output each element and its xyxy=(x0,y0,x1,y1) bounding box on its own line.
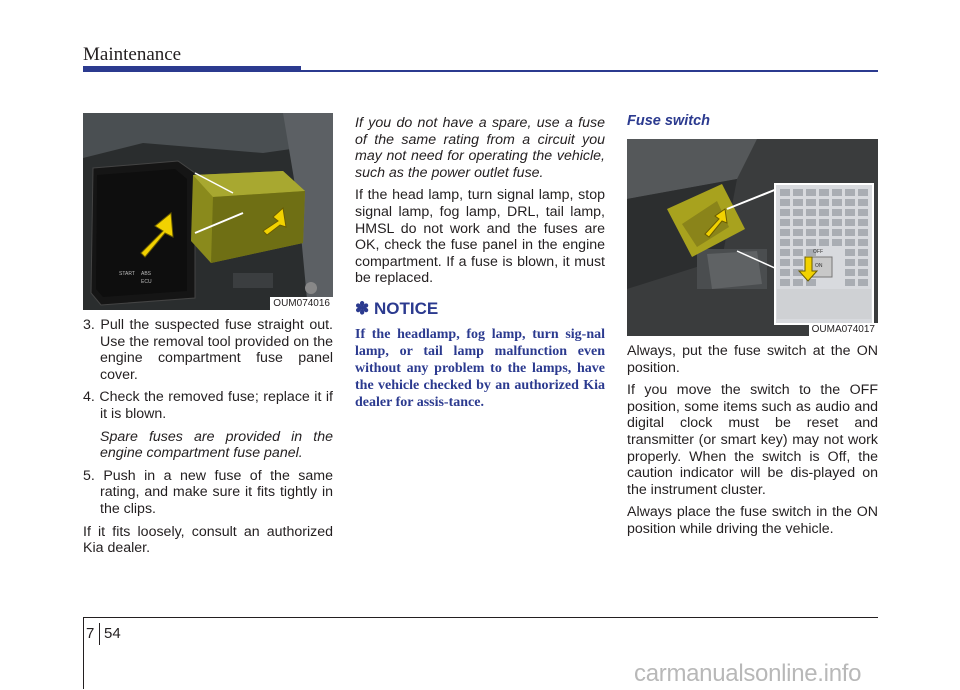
fuse-cell xyxy=(806,239,816,246)
step-4-text: Check the removed fuse; replace it if it is blown. xyxy=(99,389,333,422)
fuse-cell xyxy=(780,189,790,196)
fuse-cell xyxy=(845,259,855,266)
step-5 xyxy=(83,468,333,518)
fuse-cell xyxy=(832,199,842,206)
fuse-cell xyxy=(780,209,790,216)
fuse-switch-heading: Fuse switch xyxy=(627,113,710,129)
fuse-cell xyxy=(793,239,803,246)
footer-rule xyxy=(83,617,878,618)
fuse-switch-p2: If you move the switch to the OFF position, some items such as audio and digital clock must be reset and transmitter (or smart key) may not work properly. When the switch is Off, the caution indicator will be dis-played on the instrument cluster. xyxy=(627,382,878,498)
switch-off-label: OFF xyxy=(813,249,823,255)
fuse-cell xyxy=(806,229,816,236)
fuse-cell xyxy=(793,209,803,216)
fuse-cell xyxy=(780,279,790,286)
fuse-cell xyxy=(845,199,855,206)
header-rule xyxy=(301,70,878,72)
fuse-cell xyxy=(819,209,829,216)
fuse-cell xyxy=(832,229,842,236)
fuse-panel-label-abs: ABS xyxy=(141,271,152,277)
fuse-cell xyxy=(793,249,803,256)
spare-fuse-note: Spare fuses are provided in the engine compartment fuse panel. xyxy=(100,428,333,462)
fuse-cell xyxy=(845,189,855,196)
fuse-cell xyxy=(819,229,829,236)
fuse-cell xyxy=(832,239,842,246)
fuse-switch-photo xyxy=(627,139,878,336)
fuse-cell xyxy=(845,209,855,216)
fuse-switch-p1: Always, put the fuse switch at the ON position. xyxy=(627,343,878,376)
fuse-cell xyxy=(806,199,816,206)
notice-body: If the headlamp, fog lamp, turn sig-nal lamp, or tail lamp malfunction even without any problem to the lamps, have the vehicle checked by an authorized Kia dealer for assis-tance. xyxy=(355,326,605,410)
fuse-cell xyxy=(832,209,842,216)
lamp-fuse-paragraph: If the head lamp, turn signal lamp, stop signal lamp, fog lamp, DRL, tail lamp, HMSL do not work and the fuses are OK, check the fuse panel in the engine compartment. If a fuse is blown, it must be replaced. xyxy=(355,187,605,287)
fuse-cell xyxy=(780,219,790,226)
step-4-number: 4. xyxy=(83,389,95,406)
header-accent-bar xyxy=(83,66,301,72)
footer-separator xyxy=(99,623,100,645)
notice-title: NOTICE xyxy=(373,298,439,318)
fuse-cell xyxy=(845,239,855,246)
fuse-cell xyxy=(858,259,868,266)
fuse-cell xyxy=(858,209,868,216)
fuse-cell xyxy=(793,259,803,266)
fuse-cell xyxy=(793,229,803,236)
fuse-cell xyxy=(832,219,842,226)
fuse-switch-p3: Always place the fuse switch in the ON position while driving the vehicle. xyxy=(627,504,878,537)
fuse-cell xyxy=(793,219,803,226)
fuse-cell xyxy=(780,269,790,276)
fuse-cell xyxy=(858,229,868,236)
step-5-number: 5. xyxy=(83,467,95,484)
photo-caption-left: OUM074016 xyxy=(270,297,333,310)
fuse-cell xyxy=(793,199,803,206)
photo-caption-right: OUMA074017 xyxy=(809,323,878,336)
fuse-cell xyxy=(832,189,842,196)
fuse-cell xyxy=(780,229,790,236)
fuse-cell xyxy=(845,249,855,256)
step-5-text: Push in a new fuse of the same rating, and make sure it fits tightly in the clips. xyxy=(100,467,333,517)
fuse-cell xyxy=(858,279,868,286)
fuse-cell xyxy=(780,239,790,246)
fuse-cell xyxy=(858,189,868,196)
fuse-cell xyxy=(793,279,803,286)
fuse-cell xyxy=(806,189,816,196)
fuse-cell xyxy=(858,249,868,256)
fuse-cell xyxy=(780,249,790,256)
fuse-cell xyxy=(845,219,855,226)
chapter-number: 7 xyxy=(86,625,95,642)
notice-icon: ✽ xyxy=(355,298,370,318)
step-3 xyxy=(83,317,333,383)
fuse-cell xyxy=(819,239,829,246)
step-4 xyxy=(83,389,333,422)
fuse-cell xyxy=(845,279,855,286)
fuse-cell xyxy=(806,209,816,216)
step-3-number: 3. xyxy=(83,317,95,333)
fuse-cell xyxy=(806,219,816,226)
loose-fuse-paragraph: If it fits loosely, consult an authorized Kia dealer. xyxy=(83,523,333,557)
fuse-cell xyxy=(780,199,790,206)
fuse-cell xyxy=(780,259,790,266)
fuse-panel-label-ecu: ECU xyxy=(141,279,152,285)
fuse-cell xyxy=(858,239,868,246)
fuse-cell xyxy=(819,189,829,196)
fuse-cell xyxy=(793,189,803,196)
column-3 xyxy=(627,113,878,138)
step-3-text: Pull the suspected fuse straight out. Use the removal tool provided on the engine compartment fuse panel cover. xyxy=(100,317,333,383)
no-spare-paragraph: If you do not have a spare, use a fuse of the same rating from a circuit you may not need for operating the vehicle, such as the power outlet fuse. xyxy=(355,115,605,181)
column-3-body xyxy=(627,343,878,544)
fuse-cell xyxy=(858,219,868,226)
engine-fuse-box-photo xyxy=(83,113,333,310)
fuse-cell xyxy=(845,229,855,236)
notice-heading xyxy=(355,298,605,318)
column-2 xyxy=(355,115,605,411)
fuse-cell xyxy=(819,199,829,206)
fuse-cell xyxy=(858,199,868,206)
page-number: 54 xyxy=(104,625,121,642)
fuse-cell xyxy=(819,219,829,226)
column-1 xyxy=(83,317,333,563)
fuse-panel-label-start: START xyxy=(119,271,135,277)
watermark: carmanualsonline.info xyxy=(634,660,862,687)
page-header-title: Maintenance xyxy=(83,44,182,65)
switch-on-label: ON xyxy=(815,263,823,269)
fuse-cell xyxy=(845,269,855,276)
footer-vertical-rule xyxy=(83,617,84,689)
fuse-cell xyxy=(858,269,868,276)
